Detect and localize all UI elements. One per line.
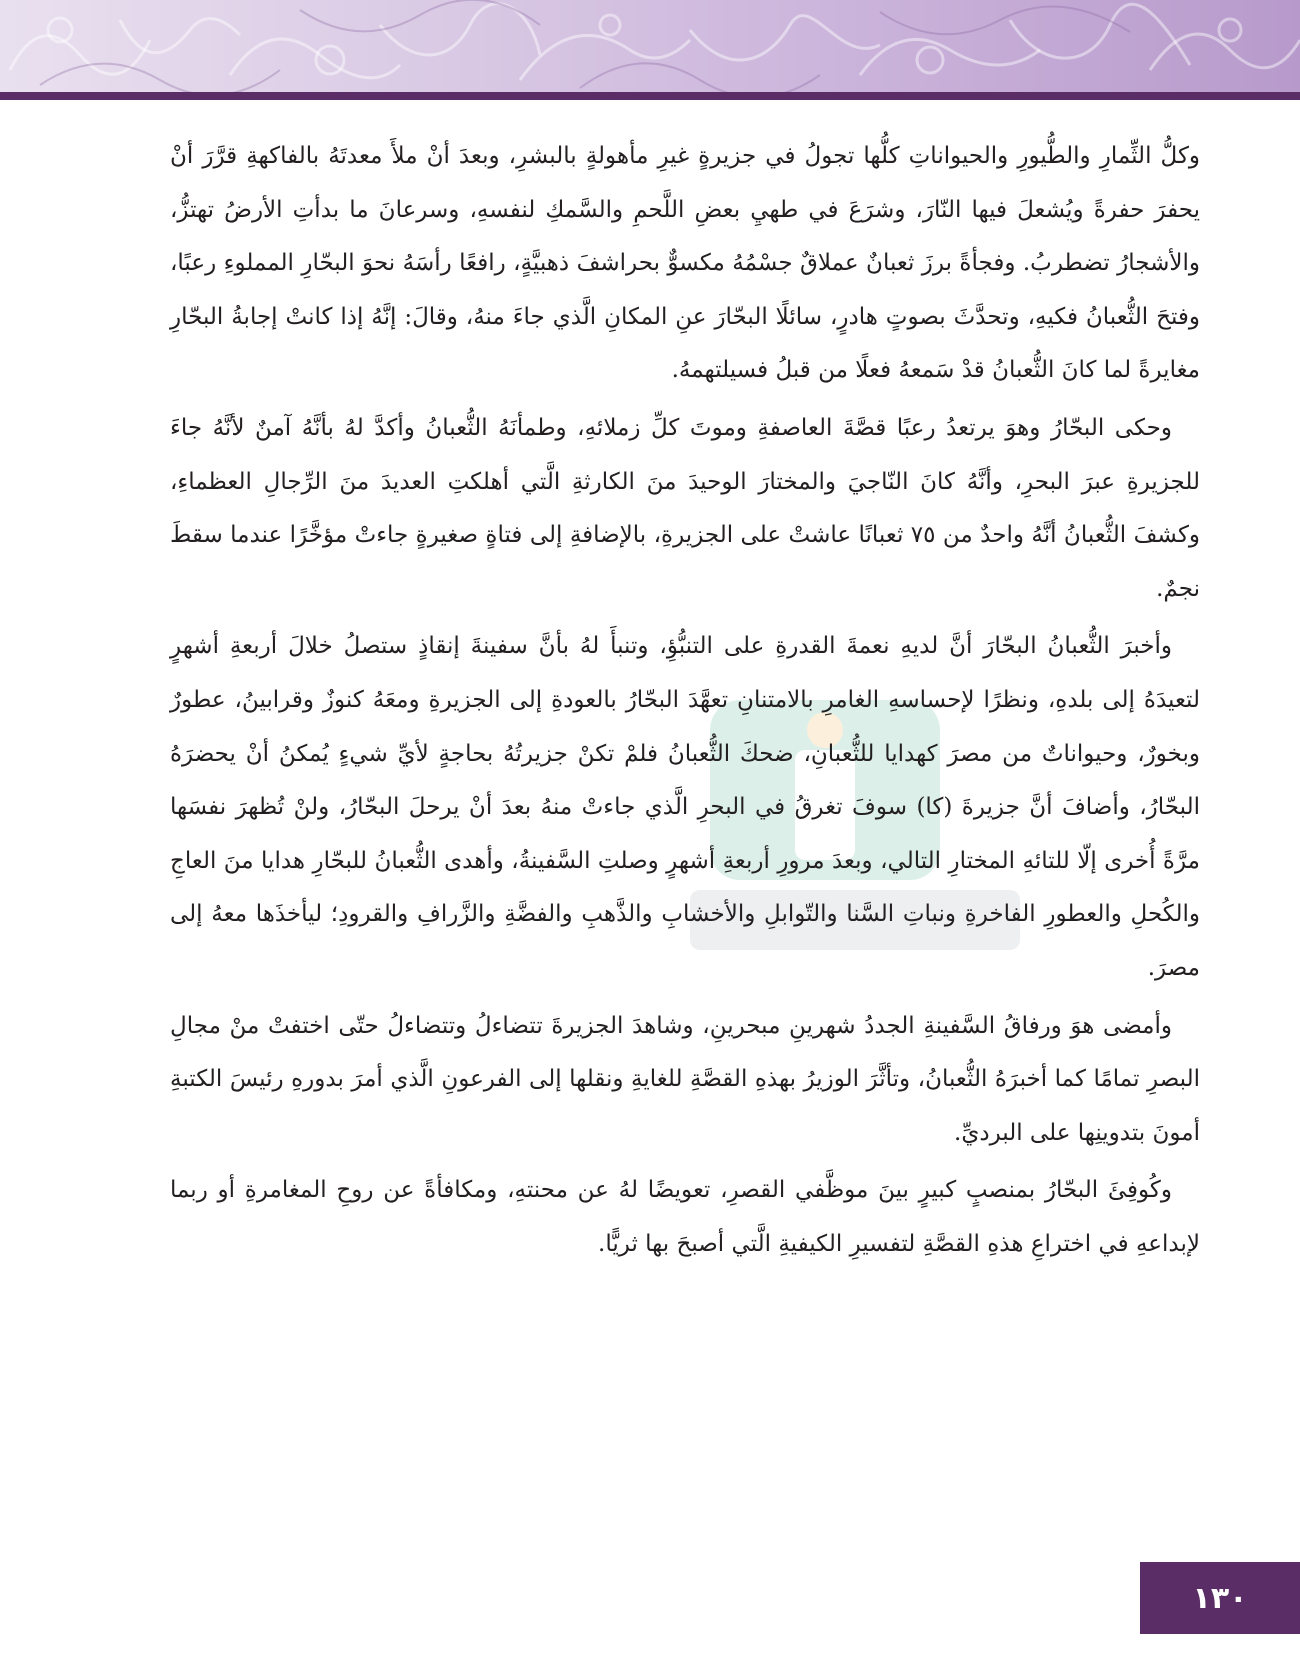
page-number: ١٣٠ <box>1140 1562 1300 1634</box>
header-divider <box>0 92 1300 100</box>
paragraph-1: وكلُّ الثِّمارِ والطُّيورِ والحيواناتِ كلُّها تجولُ في جزيرةٍ غيرِ مأهولةٍ بالبشرِ، وبعدَ أنْ ملأَ معدتَهُ بالفاكهةِ قرَّرَ أنْ يحفرَ حفرةً ويُشعلَ فيها النّارَ، وشرَعَ في طهيِ بعضِ اللَّحمِ والسَّمكِ لنفسهِ، وسرعانَ ما بدأتِ الأرضُ تهتزُّ، والأشجارُ تضطربُ. وفجأةً برزَ ثعبانٌ عملاقٌ جسْمُهُ مكسوٌّ بحراشفَ ذهبيَّةٍ، رافعًا رأسَهُ نحوَ البحّارِ المملوءِ رعبًا، وفتحَ الثُّعبانُ فكيهِ، وتحدَّثَ بصوتٍ هادرٍ، سائلًا البحّارَ عنِ المكانِ الَّذي جاءَ منهُ، وقالَ: إنَّهُ إذا كانتْ إجابةُ البحّارِ مغايرةً لما كانَ الثُّعبانُ قدْ سَمعهُ فعلًا من قبلُ فسيلتهمهُ. <box>170 143 1200 384</box>
decorative-header-band <box>0 0 1300 92</box>
paragraph-4: وأمضى هوَ ورفاقُ السَّفينةِ الجددُ شهرينِ مبحرينِ، وشاهدَ الجزيرةَ تتضاءلُ وتتضاءلُ حتّى اختفتْ منْ مجالِ البصرِ تمامًا كما أخبرَهُ الثُّعبانُ، وتأثَّرَ الوزيرُ بهذهِ القصَّةِ للغايةِ ونقلها إلى الفرعونِ الَّذي أمرَ بدورهِ رئيسَ الكتبةِ أمونَ بتدوينِها على البرديِّ. <box>170 1012 1200 1146</box>
calligraphy-pattern-icon <box>0 0 1300 92</box>
paragraph-2: وحكى البحّارُ وهوَ يرتعدُ رعبًا قصَّةَ العاصفةِ وموتَ كلِّ زملائهِ، وطمأنَهُ الثُّعبانُ وأكدَّ لهُ بأنَّهُ آمنٌ لأنَّهُ جاءَ للجزيرةِ عبرَ البحرِ، وأنَّهُ كانَ النّاجيَ والمختارَ الوحيدَ منَ الكارثةِ الَّتي أهلكتِ العديدَ منَ الرِّجالِ العظماءِ، وكشفَ الثُّعبانُ أنَّهُ واحدٌ من ٧٥ ثعبانًا عاشتْ على الجزيرةِ، بالإضافةِ إلى فتاةٍ صغيرةٍ جاءتْ مؤخَّرًا عندما سقطَ نجمٌ. <box>170 414 1201 602</box>
paragraph-5: وكُوفِئَ البحّارُ بمنصبٍ كبيرٍ بينَ موظَّفي القصرِ، تعويضًا لهُ عن محنتهِ، ومكافأةً عن روحِ المغامرةِ أو ربما لإبداعهِ في اختراعِ هذهِ القصَّةِ لتفسيرِ الكيفيةِ الَّتي أصبحَ بها ثريًّا. <box>170 1177 1200 1257</box>
story-text <box>170 130 1200 1271</box>
paragraph-3: وأخبرَ الثُّعبانُ البحّارَ أنَّ لديهِ نعمةَ القدرةِ على التنبُّؤِ، وتنبأَ لهُ بأنَّ سفينةَ إنقاذٍ ستصلُ خلالَ أربعةِ أشهرٍ لتعيدَهُ إلى بلدهِ، ونظرًا لإحساسهِ الغامرِ بالامتنانِ تعهَّدَ البحّارُ بالعودةِ إلى الجزيرةِ ومعَهُ كنوزٌ وقرابينُ، عطورٌ وبخورٌ، وحيواناتٌ من مصرَ كهدايا للثُّعبانِ، ضحكَ الثُّعبانُ فلمْ تكنْ جزيرتُهُ بحاجةٍ لأيِّ شيءٍ يُمكنُ أنْ يحضرَهُ البحّارُ، وأضافَ أنَّ جزيرةَ (كا) سوفَ تغرقُ في البحرِ الَّذي جاءتْ منهُ بعدَ أنْ يرحلَ البحّارُ، ولنْ تُظهرَ نفسَها مرَّةً أُخرى إلّا للتائهِ المختارِ التالي، وبعدَ مرورِ أربعةِ أشهرٍ وصلتِ السَّفينةُ، وأهدى الثُّعبانُ للبحّارِ هدايا منَ العاجِ والكُحلِ والعطورِ الفاخرةِ ونباتِ السَّنا والتّوابلِ والأخشابِ والذَّهبِ والفضَّةِ والزَّرافِ والقرودِ؛ ليأخذَها معهُ إلى مصرَ. <box>170 633 1200 981</box>
